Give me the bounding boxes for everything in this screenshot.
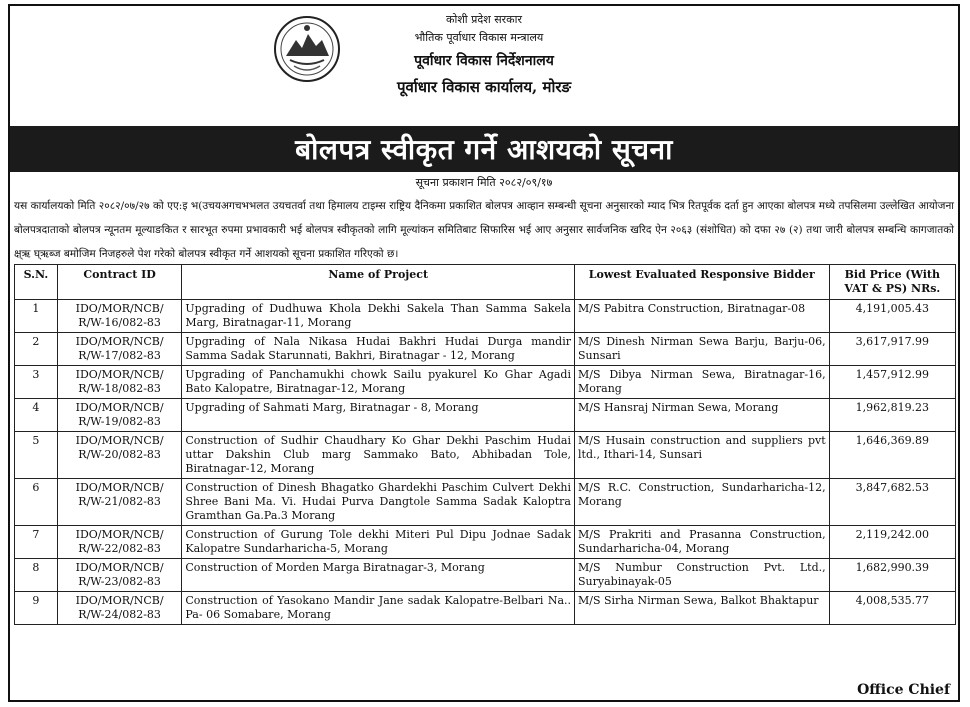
cell-project: Construction of Sudhir Chaudhary Ko Ghar Dekhi Paschim Hudai uttar Dakshin Club marg Sammako Bato, Abhibadan Tole, Biratnagar-12, Morang xyxy=(182,432,575,479)
cell-price: 4,008,535.77 xyxy=(829,592,955,625)
office-name: पूर्वाधार विकास कार्यालय, मोरङ xyxy=(396,78,572,96)
cell-sn: 7 xyxy=(15,526,58,559)
table-row xyxy=(15,559,956,592)
office-header xyxy=(10,12,958,100)
table-row xyxy=(15,333,956,366)
cell-bidder: M/S R.C. Construction, Sundarharicha-12, Morang xyxy=(575,479,830,526)
cell-price: 1,682,990.39 xyxy=(829,559,955,592)
table-row xyxy=(15,592,956,625)
cell-project: Upgrading of Sahmati Marg, Biratnagar - 8, Morang xyxy=(182,399,575,432)
table-header-row xyxy=(15,265,956,300)
cell-contract-id: IDO/MOR/NCB/ R/W-18/082-83 xyxy=(57,366,182,399)
cell-price: 2,119,242.00 xyxy=(829,526,955,559)
cell-contract-id: IDO/MOR/NCB/ R/W-20/082-83 xyxy=(57,432,182,479)
cell-contract-id: IDO/MOR/NCB/ R/W-24/082-83 xyxy=(57,592,182,625)
cell-bidder: M/S Dibya Nirman Sewa, Biratnagar-16, Morang xyxy=(575,366,830,399)
cell-project: Construction of Dinesh Bhagatko Ghardekhi Paschim Culvert Dekhi Shree Bani Ma. Vi. Hudai Purva Dangtole Samma Sadak Kaloptra Gramthan Ga.Pa.3 Morang xyxy=(182,479,575,526)
cell-project: Construction of Morden Marga Biratnagar-3, Morang xyxy=(182,559,575,592)
table-row xyxy=(15,526,956,559)
table-row xyxy=(15,366,956,399)
table-row xyxy=(15,399,956,432)
province-name: कोशी प्रदेश सरकार xyxy=(446,13,522,26)
signature-office-chief: Office Chief xyxy=(857,682,950,698)
table-row xyxy=(15,432,956,479)
cell-contract-id: IDO/MOR/NCB/ R/W-16/082-83 xyxy=(57,300,182,333)
cell-project: Construction of Gurung Tole dekhi Miteri Pul Dipu Jodnae Sadak Kalopatre Sundarharicha-5, Morang xyxy=(182,526,575,559)
cell-contract-id: IDO/MOR/NCB/ R/W-17/082-83 xyxy=(57,333,182,366)
cell-contract-id: IDO/MOR/NCB/ R/W-23/082-83 xyxy=(57,559,182,592)
ministry-name: भौतिक पूर्वाधार विकास मन्त्रालय xyxy=(414,31,544,44)
publication-date: सूचना प्रकाशन मिति २०८२/०९/१७ xyxy=(415,176,553,189)
notice-title-banner: बोलपत्र स्वीकृत गर्ने आशयको सूचना xyxy=(10,126,958,172)
header-sn: S.N. xyxy=(15,265,58,300)
cell-price: 1,457,912.99 xyxy=(829,366,955,399)
cell-bidder: M/S Dinesh Nirman Sewa Barju, Barju-06, Sunsari xyxy=(575,333,830,366)
cell-bidder: M/S Sirha Nirman Sewa, Balkot Bhaktapur xyxy=(575,592,830,625)
table-row xyxy=(15,479,956,526)
cell-price: 3,617,917.99 xyxy=(829,333,955,366)
cell-sn: 6 xyxy=(15,479,58,526)
cell-sn: 4 xyxy=(15,399,58,432)
cell-price: 1,962,819.23 xyxy=(829,399,955,432)
cell-sn: 9 xyxy=(15,592,58,625)
cell-project: Upgrading of Nala Nikasa Hudai Bakhri Hudai Durga mandir Samma Sadak Starunnati, Bakhri, Biratnagar - 12, Morang xyxy=(182,333,575,366)
cell-bidder: M/S Husain construction and suppliers pvt ltd., Ithari-14, Sunsari xyxy=(575,432,830,479)
cell-contract-id: IDO/MOR/NCB/ R/W-19/082-83 xyxy=(57,399,182,432)
cell-sn: 8 xyxy=(15,559,58,592)
cell-sn: 5 xyxy=(15,432,58,479)
cell-bidder: M/S Prakriti and Prasanna Construction, Sundarharicha-04, Morang xyxy=(575,526,830,559)
table-row xyxy=(15,300,956,333)
notice-body-text: यस कार्यालयको मिति २०८२/०७/२७ को एए:इ भ(उचयअगचभभलत उयचतर्वा तथा हिमालय टाइम्स राष्ट्रिय दैनिकमा प्रकाशित बोलपत्र आव्हान सम्बन्धी सूचना अनुसारको म्याद भित्र रितपूर्वक दर्ता हुन आएका बोलपत्र मध्ये तपसिलमा उल्लेखित आयोजना बोलपत्रदाताको बोलपत्र न्यूनतम मूल्याङकित र सारभूत रुपमा प्रभावकारी भई बोलपत्र स्वीकृतको लागि मूल्यांकन समितिबाट सिफारिस भई आए अनुसार सार्वजनिक खरिद ऐन २०६३ (संशोधित) को दफा २७ (२) तथा जारी बोलपत्र सम्बन्धि कागजातको क्ष्ऋ घ्ऋब्ज बमोजिम निजहरुले पेश गरेको बोलपत्र स्वीकृत गर्ने आशयको सूचना प्रकाशित गरिएको छ। xyxy=(14,200,954,260)
header-price: Bid Price (With VAT & PS) NRs. xyxy=(829,265,955,300)
cell-bidder: M/S Numbur Construction Pvt. Ltd., Suryabinayak-05 xyxy=(575,559,830,592)
cell-sn: 1 xyxy=(15,300,58,333)
directorate-name: पूर्वाधार विकास निर्देशनालय xyxy=(414,53,554,69)
header-project: Name of Project xyxy=(182,265,575,300)
cell-price: 1,646,369.89 xyxy=(829,432,955,479)
cell-sn: 3 xyxy=(15,366,58,399)
notice-page xyxy=(8,4,960,702)
cell-project: Construction of Yasokano Mandir Jane sadak Kalopatre-Belbari Na.. Pa- 06 Somabare, Morang xyxy=(182,592,575,625)
cell-price: 3,847,682.53 xyxy=(829,479,955,526)
cell-project: Upgrading of Panchamukhi chowk Sailu pyakurel Ko Ghar Agadi Bato Kalopatre, Biratnagar-12, Morang xyxy=(182,366,575,399)
cell-sn: 2 xyxy=(15,333,58,366)
header-bidder: Lowest Evaluated Responsive Bidder xyxy=(575,265,830,300)
cell-contract-id: IDO/MOR/NCB/ R/W-21/082-83 xyxy=(57,479,182,526)
header-contract-id: Contract ID xyxy=(57,265,182,300)
cell-project: Upgrading of Dudhuwa Khola Dekhi Sakela Than Samma Sakela Marg, Biratnagar-11, Morang xyxy=(182,300,575,333)
cell-bidder: M/S Pabitra Construction, Biratnagar-08 xyxy=(575,300,830,333)
cell-price: 4,191,005.43 xyxy=(829,300,955,333)
cell-contract-id: IDO/MOR/NCB/ R/W-22/082-83 xyxy=(57,526,182,559)
bid-table xyxy=(14,264,956,625)
cell-bidder: M/S Hansraj Nirman Sewa, Morang xyxy=(575,399,830,432)
